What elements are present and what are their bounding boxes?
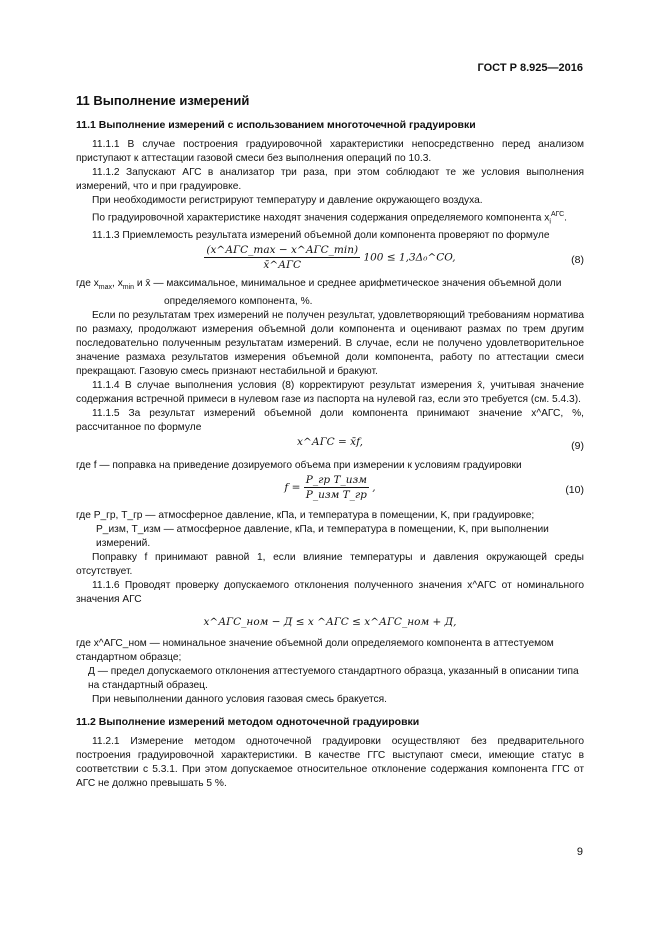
paragraph-repeat: Если по результатам трех измерений не получен результат, удовлетворяющий требованиям норматива по размаху, продолжают измерения объемной доли компонента и оценивают размах по трем другим последовательно полученным результатам измерений. В случае, если не получено удовлетворительное значение размаха результатов измерения объемной доли компонента, работу по аттестации смеси прекращают. Газовую смесь признают нестабильной и бракуют. (76, 310, 584, 378)
where-9: где f — поправка на приведение дозируемого объема при измерении к условиям градуировки (76, 460, 522, 472)
paragraph-11-1-5: 11.1.5 За результат измерений объемной доли компонента принимают значение x^АГС, %, рассчитанное по формуле (76, 408, 584, 434)
document-body (76, 90, 584, 791)
paragraph-calibration: По градуировочной характеристике находят значения содержания определяемого компонента $x_i^{АГС}$. (92, 211, 567, 226)
where-8: где $x_{max}$, $x_{min}$ и x̄ — максимальное, минимальное и среднее арифметическое значения объемной доли (76, 278, 562, 292)
paragraph-reject: При невыполнении данного условия газовая смесь бракуется. (92, 694, 387, 706)
where-10-b: P_изм, T_изм — атмосферное давление, кПа, и температура в помещении, K, при выполнении измерений. (96, 524, 549, 550)
formula-10-fraction: $\frac{\text{P\_гр T\_изм}}{\text{P\_изм T\_гр}}$ (305, 474, 367, 502)
paragraph-register: При необходимости регистрируют температуру и давление окружающего воздуха. (92, 195, 483, 206)
where-11-a: где x^АГС_ном — номинальное значение объемной доли определяемого компонента в аттестуемом стандартном образце; (76, 638, 554, 664)
where-10-a: где P_гр, T_гр — атмосферное давление, кПа, и температура в помещении, K, при градуировке; (76, 510, 535, 522)
subsection-title-2: 11.2 Выполнение измерений методом одноточечной градуировки (76, 716, 420, 729)
where-11-b: Д — предел допускаемого отклонения аттестуемого стандартного образца, указанный в описании типа на стандартный образец. (88, 666, 579, 692)
formula-9: x^АГС = x̄f, (9) (297, 436, 584, 453)
standard-code: ГОСТ Р 8.925—2016 (477, 62, 583, 74)
page-number: 9 (576, 846, 583, 858)
paragraph-11-1-6: 11.1.6 Проводят проверку допускаемого отклонения полученного значения x^АГС от номинального значения АГС (76, 580, 584, 606)
paragraph-correction: Поправку f принимают равной 1, если влияние температуры и давления окружающей среды отсутствует. (76, 552, 584, 578)
paragraph-11-1-2: 11.1.2 Запускают АГС в анализатор три раза, при этом соблюдают те же условия выполнения измерений, что и при градуировке. (76, 167, 584, 192)
formula-10: f = $\frac{\text{P\_гр T\_изм}}{\text{P\_изм T\_гр}}$ , (10) (284, 474, 584, 502)
formula-11: x^АГС_ном − Д ≤ x ^АГС ≤ x^АГС_ном + Д, (203, 616, 457, 629)
paragraph-11-2-1: 11.2.1 Измерение методом одноточечной градуировки осуществляют без предварительного построения градуировочной характеристики. В качестве ГГС выступают смеси, имеющие статус в соответствии с 5.3.1. При этом допускаемое относительное отклонение содержания компонента ГГС от АГС не должно превышать 5 %. (76, 736, 584, 790)
paragraph-11-1-1: 11.1.1 В случае построения градуировочной характеристики непосредственно перед анализом приступают к аттестации газовой смеси без выполнения операций по 10.3. (76, 139, 584, 164)
paragraph-11-1-4: 11.1.4 В случае выполнения условия (8) корректируют результат измерения x̄, учитывая значение содержания встречной примеси в нулевом газе из паспорта на нулевой газ, если это требуется (см. 5.4.3). (76, 380, 584, 406)
section-title: 11 Выполнение измерений (76, 93, 250, 108)
where-8-cont: определяемого компонента, %. (164, 296, 313, 308)
subsection-title-1: 11.1 Выполнение измерений с использованием многоточечной градуировки (76, 119, 476, 131)
formula-8-fraction: $\frac{\text{(x\textasciicircum{}АГС\_max − x\textasciicircum{}АГС\_min)}}{\text{x̄\textasciicircum{}АГС}}$ (206, 244, 359, 272)
formula-8: $\frac{\text{(x\textasciicircum{}АГС\_max − x\textasciicircum{}АГС\_min)}}{\text{x̄\textasciicircum{}АГС}}$ 100 ≤ 1,3Δ₀^CO, (8) (206, 244, 584, 272)
paragraph-11-1-3: 11.1.3 Приемлемость результата измерений объемной доли компонента проверяют по формуле (92, 230, 550, 242)
